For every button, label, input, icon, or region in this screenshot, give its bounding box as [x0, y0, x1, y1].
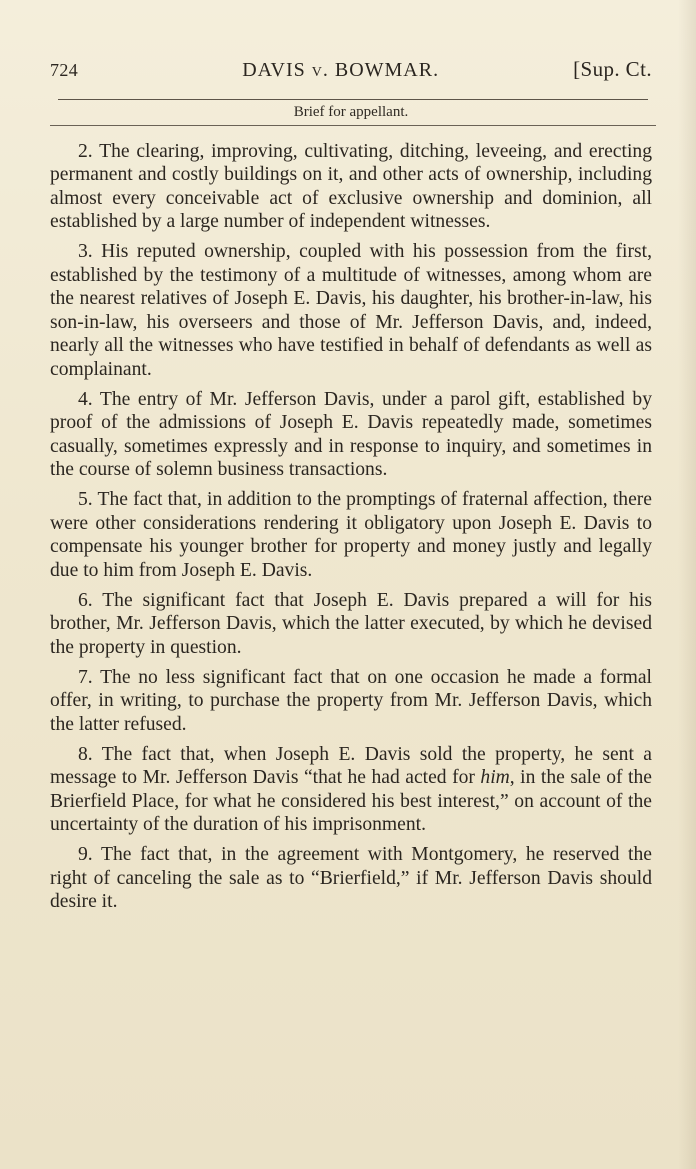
brief-label: Brief for appellant. — [293, 104, 409, 121]
paragraph-8 — [50, 743, 652, 837]
paragraph-2: 2. The clearing, improving, cultivating, ditching, leveeing, and erecting permanent and costly buildings on it, and other acts of ownership, including almost every conceivable act of exclusive ownership and dominion, all established by a large number of independent witnesses. — [50, 140, 652, 233]
paragraph-4: 4. The entry of Mr. Jefferson Davis, under a parol gift, established by proof of the admissions of Joseph E. Davis repeatedly made, sometimes casually, sometimes expressly and in response to inquiry, and sometimes in the course of solemn business transactions. — [50, 388, 652, 481]
paragraph-6: 6. The significant fact that Joseph E. Davis prepared a will for his brother, Mr. Jefferson Davis, which the latter executed, by which he devised the property in question. — [50, 589, 652, 658]
paragraph-8-rest: , in the sale of the Brierfield Place, for what he considered his best interest,” on account of the uncertainty of the duration of his imprisonment. — [50, 767, 652, 836]
brief-body — [50, 140, 652, 914]
court-label: [Sup. Ct. — [573, 57, 652, 81]
page-number: 724 — [50, 60, 79, 80]
paragraph-3: 3. His reputed ownership, coupled with his possession from the first, established by the testimony of a multitude of witnesses, among whom are the nearest relatives of Joseph E. Davis, his daughter, his brother-in-law, his son-in-law, his overseers and those of Mr. Jefferson Davis, and, indeed, nearly all the witnesses who have testified in behalf of defendants as well as complainant. — [50, 241, 652, 380]
paragraph-5: 5. The fact that, in addition to the promptings of fraternal affection, there were other considerations rendering it obligatory upon Joseph E. Davis to compensate his younger brother for property and money justly and legally due to him from Joseph E. Davis. — [50, 489, 652, 581]
paragraph-8-emphasis: him — [480, 767, 510, 789]
paragraph-7: 7. The no less significant fact that on one occasion he made a formal offer, in writing, to purchase the property from Mr. Jefferson Davis, which the latter refused. — [50, 666, 652, 735]
subheader-rule — [50, 125, 656, 126]
paragraph-8-lead: 8. The fact that, when Joseph E. Davis sold the property, he sent a message to Mr. Jefferson Davis “that he had acted for — [50, 743, 652, 789]
paragraph-9: 9. The fact that, in the agreement with Montgomery, he reserved the right of canceling the sale as to “Brierfield,” if Mr. Jefferson Davis should desire it. — [50, 844, 652, 913]
running-header — [50, 38, 652, 81]
case-title: DAVIS v. BOWMAR. — [242, 59, 440, 81]
header-rule — [58, 99, 648, 100]
